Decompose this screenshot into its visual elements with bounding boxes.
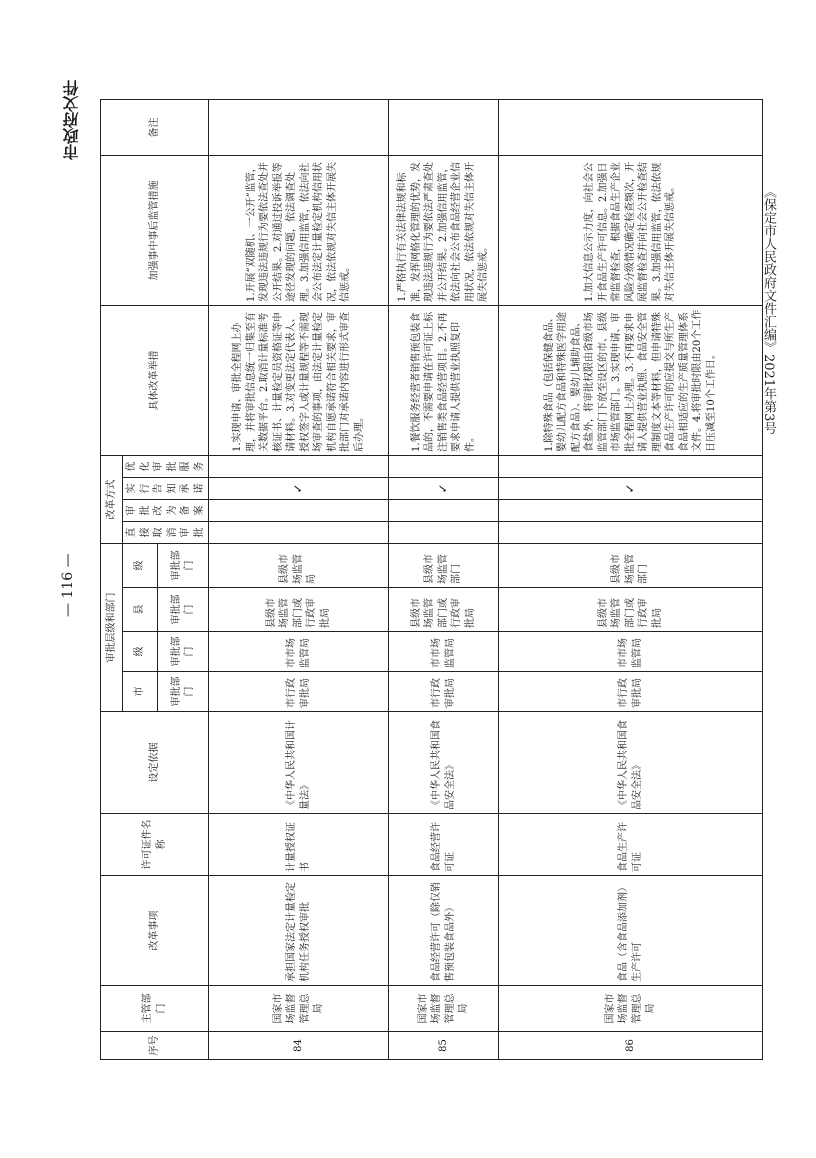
row-county-dept: 县级市场监管部门或行政审批局 — [209, 588, 389, 632]
row-supervision: 1.严格执行有关法律法规和标准，发挥网格化管理的优势，发现违法违规行为要依法严肃查处并公开结果。2.加强信用监管，依法向社会公布食品经营企业信用状况，依法依规对失信主体开展失信惩戒。 — [389, 156, 499, 306]
row-grade-dept: 县级市场监管部门 — [389, 544, 499, 588]
row-method-optimize — [389, 456, 499, 478]
row-license: 计量授权证书 — [209, 814, 389, 876]
row-seq: 86 — [499, 1032, 763, 1060]
row-item: 食品（含食品添加剂）生产许可 — [499, 876, 763, 986]
row-remark — [389, 100, 499, 156]
reform-table — [100, 99, 763, 1060]
header-method-optimize: 优化审批服务 — [123, 456, 209, 478]
row-seq: 84 — [209, 1032, 389, 1060]
header-level: 级 — [123, 632, 158, 672]
row-method-filing — [389, 500, 499, 522]
row-grade-dept: 县级市场监管局 — [209, 544, 389, 588]
section-title: 市政府文件 — [62, 80, 81, 160]
row-method-cancel — [209, 522, 389, 544]
row-method-cancel — [499, 522, 763, 544]
header-item: 改革事项 — [101, 876, 209, 986]
header-approval-group: 审批层级和部门 — [101, 544, 123, 712]
table-row — [389, 100, 499, 1060]
row-level-dept: 市市场监管局 — [389, 632, 499, 672]
row-city-dept: 市行政审批局 — [389, 672, 499, 712]
table-wrapper — [100, 100, 720, 1060]
table-row — [499, 100, 763, 1060]
row-supervision: 1.开展“双随机、一公开”监管，发现违法违规行为要依法查处并公开结果。2.对通过投诉举报等途径发现的问题，依法调查处理。3.加强信用监管，依法向社会公布法定计量检定机构信用状况，依法依规对失信主体开展失信惩戒。 — [209, 156, 389, 306]
table-row — [209, 100, 389, 1060]
header-reform-group: 改革方式 — [101, 456, 123, 544]
row-remark — [209, 100, 389, 156]
header-approval-dept-1: 审批部门 — [158, 672, 209, 712]
row-method-commitment: ✓ — [209, 478, 389, 500]
header-method-cancel: 直接取消审批 — [123, 522, 209, 544]
rotated-table-container — [100, 100, 720, 1060]
row-basis: 《中华人民共和国计量法》 — [209, 712, 389, 814]
header-method-filing: 审批改为备案 — [123, 500, 209, 522]
row-dept: 国家市场监督管理总局 — [499, 986, 763, 1032]
header-remark: 备注 — [101, 100, 209, 156]
row-method-filing — [209, 500, 389, 522]
header-county: 县 — [123, 588, 158, 632]
header-seq: 序号 — [101, 1032, 209, 1060]
row-city-dept: 市行政审批局 — [209, 672, 389, 712]
row-method-optimize — [209, 456, 389, 478]
header-dept: 主管部门 — [101, 986, 209, 1032]
header-license: 许可证件名称 — [101, 814, 209, 876]
header-city: 市 — [123, 672, 158, 712]
header-approval-dept-2: 审批部门 — [158, 632, 209, 672]
row-license: 食品生产许可证 — [499, 814, 763, 876]
row-item: 食品经营许可（除仅销售预包装食品外） — [389, 876, 499, 986]
row-level-dept: 市市场监管局 — [209, 632, 389, 672]
header-method-commitment: 实行告知承诺 — [123, 478, 209, 500]
header-grade: 级 — [123, 544, 158, 588]
row-method-commitment: ✓ — [499, 478, 763, 500]
row-seq: 85 — [389, 1032, 499, 1060]
row-county-dept: 县级市场监管部门或行政审批局 — [499, 588, 763, 632]
header-basis: 设定依据 — [101, 712, 209, 814]
row-remark — [499, 100, 763, 156]
row-license: 食品经营许可证 — [389, 814, 499, 876]
row-basis: 《中华人民共和国食品安全法》 — [389, 712, 499, 814]
row-city-dept: 市行政审批局 — [499, 672, 763, 712]
row-dept: 国家市场监督管理总局 — [209, 986, 389, 1032]
row-measures: 1.餐饮服务经营者销售预包装食品的，不需要申请在许可证上标注销售类食品经营项目。2.不再要求申请人提供营业执照复印件。 — [389, 306, 499, 456]
header-supervision: 加强事中事后监管措施 — [101, 156, 209, 306]
row-method-commitment: ✓ — [389, 478, 499, 500]
row-measures: 1.实现申请、审批全程网上办理，并将审批信息统一归集至有关数据平台。2.取消计量标准考核证书、计量检定员资格证等申请材料。3.对变更法定代表人、授权签字人或计量规程等不需现场审查的事项，由法定计量检定机构自愿承诺符合相关要求，审批部门对承诺内容进行形式审查后办理。 — [209, 306, 389, 456]
header-measures: 具体改革举措 — [101, 306, 209, 456]
row-supervision: 1.加大信息公示力度，向社会公开食品生产许可信息。2.加强日常监督检查，根据食品生产企业风险分级情况确定检查频次，开展监督检查并向社会公开检查结果。3.加强信用监管，依法依规对失信主体开展失信惩戒。 — [499, 156, 763, 306]
page-number: — 116 — — [60, 553, 76, 617]
row-item: 承担国家法定计量检定机构任务授权审批 — [209, 876, 389, 986]
row-method-filing — [499, 500, 763, 522]
row-method-optimize — [499, 456, 763, 478]
running-header: 《保定市人民政府文件汇编》2021年第3号 — [761, 185, 776, 435]
row-measures: 1.除特殊食品（包括保健食品、婴幼儿配方食品和特殊医学用途配方食品）、婴幼儿辅助食品、食盐外，将审批权限由省级市场监管部门下放至设区的市、县级市场监管部门。3.实现申请、审批全程网上办理。3.不再要求申请人提供营业执照、食品安全管理制度文本等材料，但申请特殊食品生产许可的应提交与所生产食品相适应的生产质量管理体系文件。4.将审批时限由20个工作日压减至10个工作日。 — [499, 306, 763, 456]
row-county-dept: 县级市场监管部门或行政审批局 — [389, 588, 499, 632]
row-method-cancel — [389, 522, 499, 544]
header-approval-dept-4: 审批部门 — [158, 544, 209, 588]
header-approval-dept-3: 审批部门 — [158, 588, 209, 632]
row-basis: 《中华人民共和国食品安全法》 — [499, 712, 763, 814]
row-grade-dept: 县级市场监管部门 — [499, 544, 763, 588]
row-level-dept: 市市场监管局 — [499, 632, 763, 672]
row-dept: 国家市场监督管理总局 — [389, 986, 499, 1032]
page-left-margin — [60, 60, 90, 1100]
